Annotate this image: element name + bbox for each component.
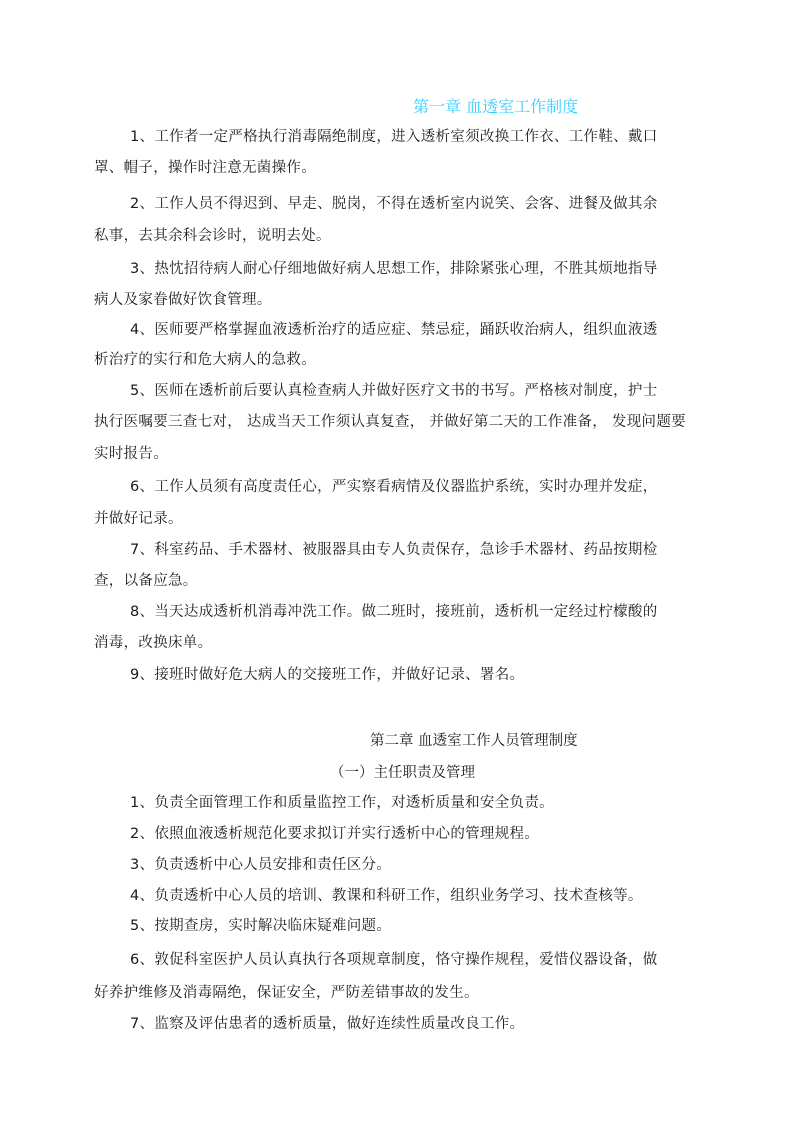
chapter-2-title: 第二章 血透室工作人员管理制度 [370,733,578,749]
ch1-item-2-line-1: 2、工作人员不得迟到、早走、脱岗，不得在透析室内说笑、会客、进餐及做其余 [130,196,658,212]
ch2-item-1-line-1: 1、负责全面管理工作和质量监控工作，对透析质量和安全负责。 [130,795,554,811]
ch1-item-7-line-1: 7、科室药品、手术器材、被服器具由专人负责保存，急诊手术器材、药品按期检 [130,542,658,558]
ch2-item-4-line-1: 4、负责透析中心人员的培训、教课和科研工作，组织业务学习、技术查核等。 [130,888,643,904]
ch1-item-7-line-2: 查，以备应急。 [94,573,198,589]
ch1-item-5-line-1: 5、医师在透析前后要认真检查病人并做好医疗文书的书写。严格核对制度，护士 [130,383,658,399]
ch2-item-2-line-1: 2、依照血液透析规范化要求拟订并实行透析中心的管理规程。 [130,826,540,842]
ch1-item-6-line-2: 并做好记录。 [94,511,183,527]
chapter-1-title: 第一章 血透室工作制度 [413,97,579,116]
ch2-item-6-line-1: 6、敦促科室医护人员认真执行各项规章制度，恪守操作规程，爱惜仪器设备，做 [130,952,658,968]
ch1-item-5-line-3: 实时报告。 [94,446,168,462]
ch1-item-3-line-2: 病人及家眷做好饮食管理。 [94,292,272,308]
ch2-item-3-line-1: 3、负责透析中心人员安排和责任区分。 [130,857,392,873]
ch1-item-3-line-1: 3、热忱招待病人耐心仔细地做好病人思想工作，排除紧张心理，不胜其烦地指导 [130,261,658,277]
ch1-item-8-line-2: 消毒，改换床单。 [94,635,213,651]
ch2-item-6-line-2: 好养护维修及消毒隔绝，保证安全，严防差错事故的发生。 [94,985,479,1001]
ch1-item-5-line-2: 执行医嘱要三查七对， 达成当天工作须认真复查， 并做好第二天的工作准备， 发现问题要 [94,414,686,430]
ch2-item-7-line-1: 7、监察及评估患者的透析质量，做好连续性质量改良工作。 [130,1016,525,1032]
ch1-item-8-line-1: 8、当天达成透析机消毒冲洗工作。做二班时，接班前，透析机一定经过柠檬酸的 [130,604,658,620]
ch1-item-4-line-2: 析治疗的实行和危大病人的急救。 [94,352,316,368]
ch1-item-6-line-1: 6、工作人员须有高度责任心，严实察看病情及仪器监护系统，实时办理并发症， [130,479,658,495]
chapter-2-subtitle: （一）主任职责及管理 [330,765,475,781]
ch1-item-1-line-2: 罩、帽子，操作时注意无菌操作。 [94,160,316,176]
ch1-item-1-line-1: 1、工作者一定严格执行消毒隔绝制度，进入透析室须改换工作衣、工作鞋、戴口 [130,129,658,145]
ch1-item-2-line-2: 私事，去其余科会诊时，说明去处。 [94,228,331,244]
ch2-item-5-line-1: 5、按期查房，实时解决临床疑难问题。 [130,918,392,934]
ch1-item-9-line-1: 9、接班时做好危大病人的交接班工作，并做好记录、署名。 [130,667,525,683]
ch1-item-4-line-1: 4、医师要严格掌握血液透析治疗的适应症、禁忌症，踊跃收治病人，组织血液透 [130,322,658,338]
